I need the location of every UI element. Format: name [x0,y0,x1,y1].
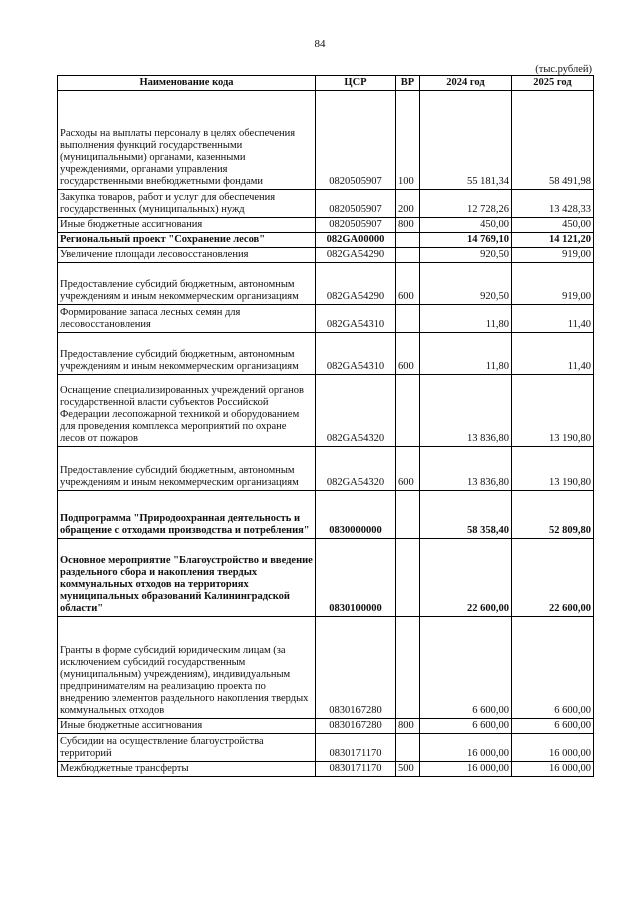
table-row [58,91,594,190]
row-name: Гранты в форме субсидий юридическим лицам (за исключением субсидий государственным (муниципальным) учреждениям), индивидуальным предпринимателям на реализацию проекта по внедрению элементов раздельного накопления твердых коммунальных отходов [58,617,316,719]
row-csr: 0820505907 [316,91,396,190]
header-vr: ВР [396,76,420,91]
row-2024: 920,50 [420,263,512,305]
row-csr: 0830100000 [316,539,396,617]
row-csr: 082GA54310 [316,333,396,375]
row-name: Предоставление субсидий бюджетным, автономным учреждениям и иным некоммерческим организациям [58,447,316,491]
row-2024: 450,00 [420,218,512,233]
row-name: Расходы на выплаты персоналу в целях обеспечения выполнения функций государственными (муниципальными) органами, казенными учреждениями, органами управления государственными внебюджетными фондами [58,91,316,190]
row-vr: 600 [396,263,420,305]
row-name: Иные бюджетные ассигнования [58,218,316,233]
table-row [58,333,594,375]
row-2025: 22 600,00 [512,539,594,617]
row-vr [396,305,420,333]
row-2025: 14 121,20 [512,233,594,248]
row-2024: 13 836,80 [420,447,512,491]
row-2024: 11,80 [420,305,512,333]
row-2025: 450,00 [512,218,594,233]
row-2024: 13 836,80 [420,375,512,447]
row-2024: 16 000,00 [420,734,512,762]
table-row [58,447,594,491]
row-2025: 16 000,00 [512,762,594,777]
table-row [58,248,594,263]
row-2024: 16 000,00 [420,762,512,777]
row-csr: 082GA54290 [316,263,396,305]
row-csr: 0820505907 [316,218,396,233]
row-2024: 6 600,00 [420,617,512,719]
row-csr: 0830171170 [316,762,396,777]
row-vr: 600 [396,333,420,375]
row-2025: 919,00 [512,263,594,305]
row-name: Формирование запаса лесных семян для лесовосстановления [58,305,316,333]
row-name: Основное мероприятие "Благоустройство и введение раздельного сбора и накопления твердых коммунальных отходов на территориях муниципальных образований Калининградской области" [58,539,316,617]
table-row [58,375,594,447]
row-2025: 919,00 [512,248,594,263]
row-name: Иные бюджетные ассигнования [58,719,316,734]
table-row [58,233,594,248]
row-vr: 800 [396,218,420,233]
row-vr [396,539,420,617]
row-vr: 500 [396,762,420,777]
header-name: Наименование кода [58,76,316,91]
row-2024: 12 728,26 [420,190,512,218]
row-vr [396,248,420,263]
table-row [58,617,594,719]
header-2025: 2025 год [512,76,594,91]
table-row [58,305,594,333]
row-2025: 11,40 [512,333,594,375]
budget-table [57,75,594,777]
row-vr: 200 [396,190,420,218]
row-csr: 082GA54290 [316,248,396,263]
row-2025: 58 491,98 [512,91,594,190]
row-name: Межбюджетные трансферты [58,762,316,777]
row-csr: 0820505907 [316,190,396,218]
row-csr: 0830167280 [316,617,396,719]
table-row [58,491,594,539]
row-2024: 14 769,10 [420,233,512,248]
row-2024: 22 600,00 [420,539,512,617]
header-2024: 2024 год [420,76,512,91]
row-name: Предоставление субсидий бюджетным, автономным учреждениям и иным некоммерческим организациям [58,333,316,375]
row-2025: 6 600,00 [512,719,594,734]
row-csr: 082GA54310 [316,305,396,333]
row-vr [396,233,420,248]
row-vr [396,734,420,762]
row-name: Субсидии на осуществление благоустройства территорий [58,734,316,762]
row-2025: 13 190,80 [512,447,594,491]
header-csr: ЦСР [316,76,396,91]
row-2024: 11,80 [420,333,512,375]
row-name: Региональный проект "Сохранение лесов" [58,233,316,248]
row-vr [396,491,420,539]
row-csr: 0830171170 [316,734,396,762]
row-name: Оснащение специализированных учреждений органов государственной власти субъектов Российской Федерации лесопожарной техникой и оборудованием для проведения комплекса мероприятий по охране лесов от пожаров [58,375,316,447]
row-name: Подпрограмма "Природоохранная деятельность и обращение с отходами производства и потребления" [58,491,316,539]
row-2024: 920,50 [420,248,512,263]
row-2025: 11,40 [512,305,594,333]
row-vr: 100 [396,91,420,190]
row-vr [396,617,420,719]
row-vr: 800 [396,719,420,734]
row-csr: 0830000000 [316,491,396,539]
row-csr: 082GA00000 [316,233,396,248]
row-vr [396,375,420,447]
row-2024: 55 181,34 [420,91,512,190]
page-number: 84 [314,38,326,50]
units-label: (тыс.рублей) [535,64,592,75]
row-2024: 6 600,00 [420,719,512,734]
table-row [58,190,594,218]
row-2025: 6 600,00 [512,617,594,719]
row-2024: 58 358,40 [420,491,512,539]
row-2025: 13 428,33 [512,190,594,218]
row-csr: 0830167280 [316,719,396,734]
row-2025: 13 190,80 [512,375,594,447]
header-row [58,76,594,91]
row-name: Предоставление субсидий бюджетным, автономным учреждениям и иным некоммерческим организациям [58,263,316,305]
table-row [58,762,594,777]
table-row [58,263,594,305]
row-vr: 600 [396,447,420,491]
row-name: Закупка товаров, работ и услуг для обеспечения государственных (муниципальных) нужд [58,190,316,218]
row-name: Увеличение площади лесовосстановления [58,248,316,263]
table-row [58,734,594,762]
table-row [58,719,594,734]
table-row [58,218,594,233]
row-csr: 082GA54320 [316,375,396,447]
table-row [58,539,594,617]
row-2025: 16 000,00 [512,734,594,762]
row-csr: 082GA54320 [316,447,396,491]
row-2025: 52 809,80 [512,491,594,539]
